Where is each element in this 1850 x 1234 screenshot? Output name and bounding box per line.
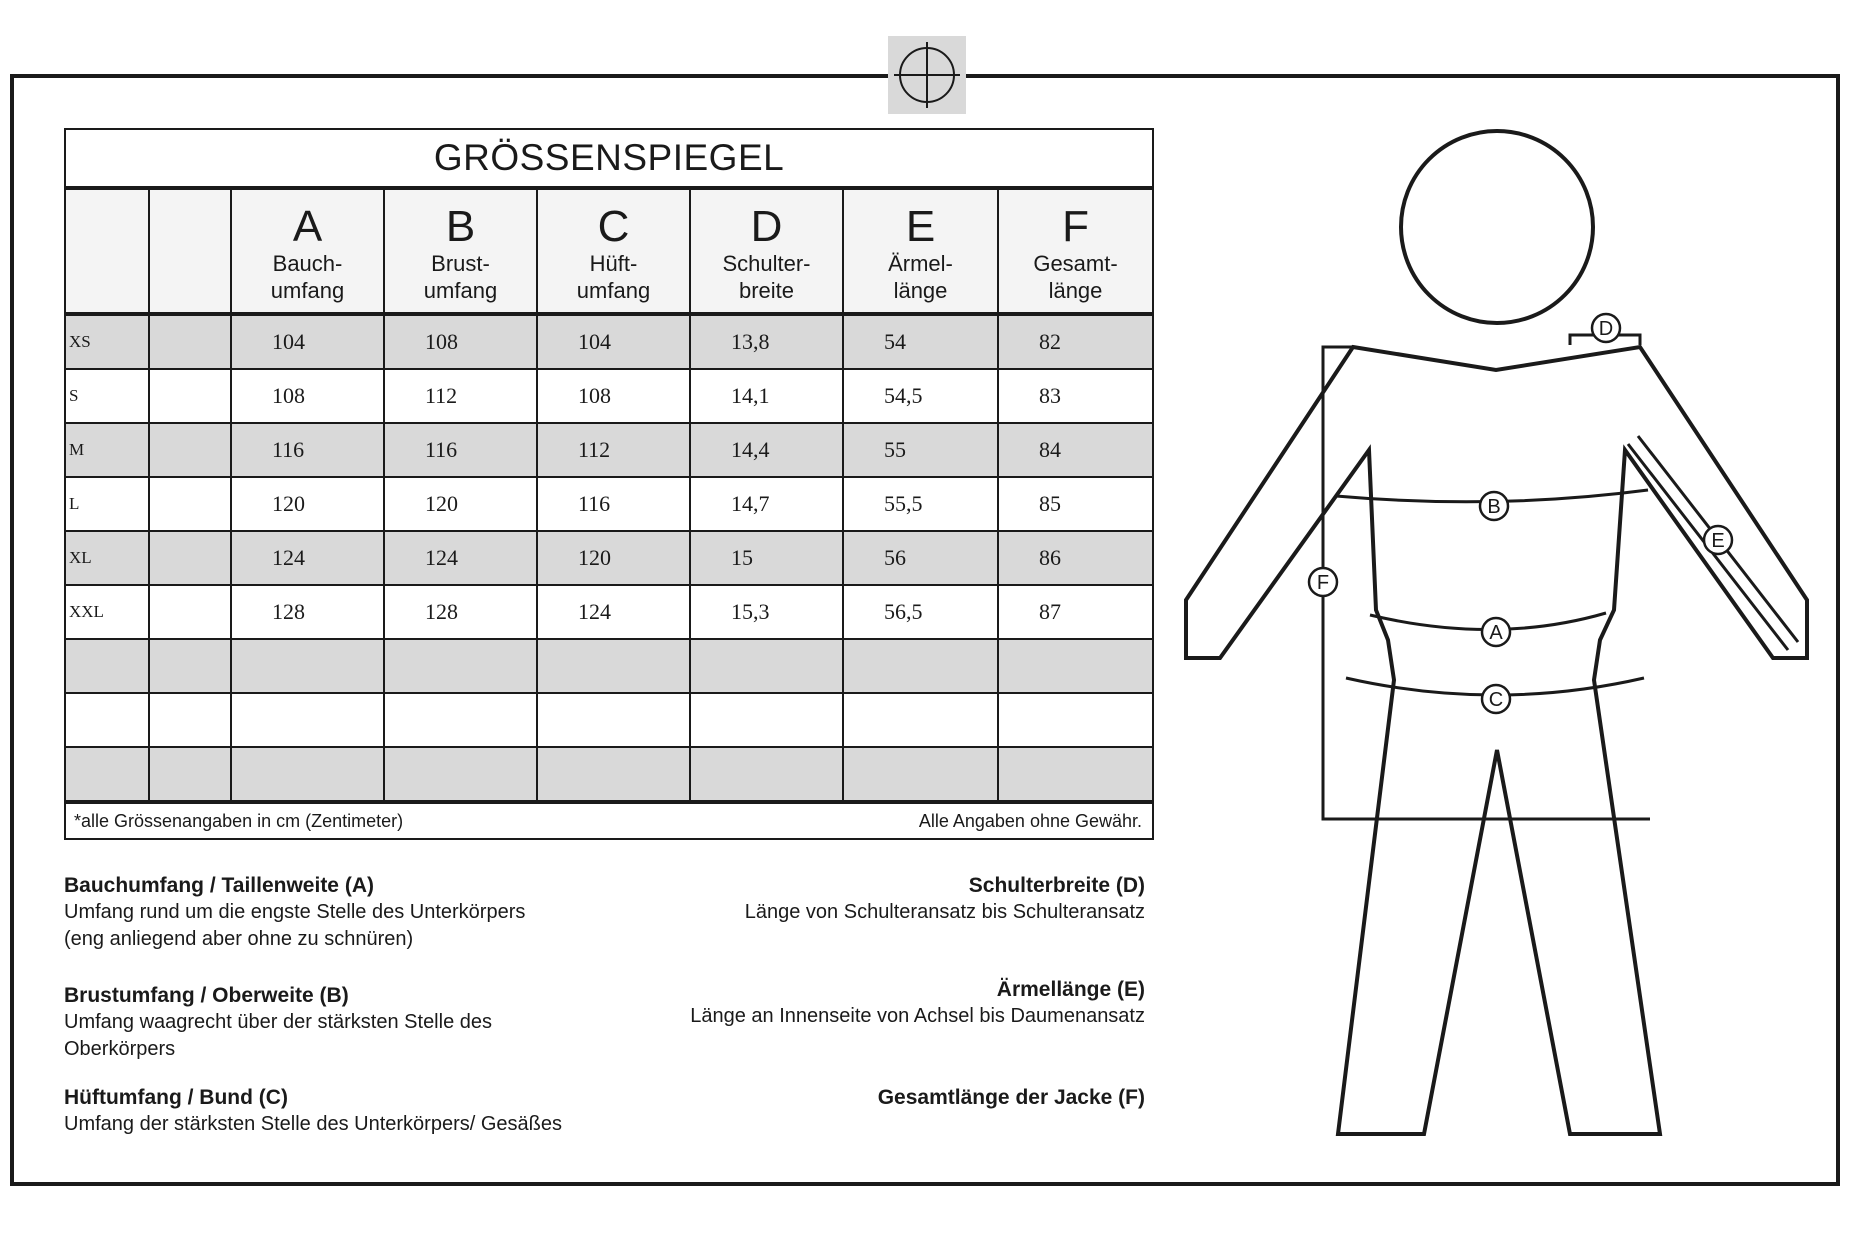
header-row <box>65 188 1153 314</box>
value-cell: 14,4 <box>690 423 843 477</box>
empty-cell <box>149 369 231 423</box>
registration-mark-icon <box>888 36 966 114</box>
value-cell: 54 <box>843 314 998 369</box>
definition-text: Umfang der stärksten Stelle des Unterkörpers/ Gesäßes <box>64 1113 562 1135</box>
value-cell: 55,5 <box>843 477 998 531</box>
empty-cell <box>149 477 231 531</box>
table-row <box>65 423 1153 477</box>
body-outline <box>1186 347 1807 1134</box>
table-title: GRÖSSENSPIEGEL <box>65 129 1153 188</box>
body-measurement-figure <box>1170 110 1820 1170</box>
value-cell: 56,5 <box>843 585 998 639</box>
definition-c <box>64 1084 624 1138</box>
size-cell: XL <box>65 531 149 585</box>
size-cell: L <box>65 477 149 531</box>
value-cell: 116 <box>384 423 537 477</box>
header-empty-cell <box>149 188 231 314</box>
definition-b <box>64 982 624 1063</box>
column-header-c: C Hüft- umfang <box>537 188 690 314</box>
figure-label-c: C <box>1488 689 1504 711</box>
value-cell: 108 <box>384 314 537 369</box>
definition-text: (eng anliegend aber ohne zu schnüren) <box>64 928 414 950</box>
value-cell: 128 <box>384 585 537 639</box>
size-cell: XXL <box>65 585 149 639</box>
column-header-e: E Ärmel- länge <box>843 188 998 314</box>
value-cell: 82 <box>998 314 1153 369</box>
value-cell: 13,8 <box>690 314 843 369</box>
definition-d <box>625 872 1145 926</box>
value-cell: 85 <box>998 477 1153 531</box>
empty-cell <box>149 314 231 369</box>
empty-table-row <box>65 639 1153 693</box>
value-cell: 124 <box>537 585 690 639</box>
figure-label-b: B <box>1487 496 1501 518</box>
definition-title: Schulterbreite (D) <box>968 874 1145 897</box>
value-cell: 84 <box>998 423 1153 477</box>
value-cell: 112 <box>384 369 537 423</box>
table-row <box>65 477 1153 531</box>
size-cell: S <box>65 369 149 423</box>
empty-table-row <box>65 747 1153 802</box>
definition-text: Länge von Schulteransatz bis Schulteransatz <box>744 901 1145 923</box>
empty-table-row <box>65 693 1153 747</box>
column-header-f: F Gesamt- länge <box>998 188 1153 314</box>
value-cell: 104 <box>231 314 384 369</box>
value-cell: 108 <box>537 369 690 423</box>
value-cell: 116 <box>231 423 384 477</box>
definition-text: Länge an Innenseite von Achsel bis Daumenansatz <box>690 1005 1145 1027</box>
value-cell: 120 <box>231 477 384 531</box>
definition-text: Umfang waagrecht über der stärksten Stelle des <box>64 1011 492 1033</box>
value-cell: 120 <box>537 531 690 585</box>
column-header-d: D Schulter- breite <box>690 188 843 314</box>
header-empty-cell <box>65 188 149 314</box>
size-cell: XS <box>65 314 149 369</box>
definition-a <box>64 872 624 953</box>
value-cell: 128 <box>231 585 384 639</box>
table-row <box>65 585 1153 639</box>
definition-text: Oberkörpers <box>64 1038 176 1060</box>
value-cell: 87 <box>998 585 1153 639</box>
figure-label-a: A <box>1489 622 1503 644</box>
value-cell: 56 <box>843 531 998 585</box>
head-outline <box>1401 131 1593 323</box>
definition-f <box>625 1084 1145 1111</box>
value-cell: 124 <box>384 531 537 585</box>
figure-label-d: D <box>1598 318 1614 340</box>
definition-e <box>625 976 1145 1030</box>
value-cell: 116 <box>537 477 690 531</box>
definition-title: Hüftumfang / Bund (C) <box>64 1086 288 1109</box>
value-cell: 15 <box>690 531 843 585</box>
value-cell: 104 <box>537 314 690 369</box>
column-header-a: A Bauch- umfang <box>231 188 384 314</box>
definition-title: Gesamtlänge der Jacke (F) <box>877 1086 1145 1109</box>
value-cell: 86 <box>998 531 1153 585</box>
empty-cell <box>149 423 231 477</box>
value-cell: 54,5 <box>843 369 998 423</box>
definition-text: Umfang rund um die engste Stelle des Unterkörpers <box>64 901 526 923</box>
value-cell: 14,1 <box>690 369 843 423</box>
value-cell: 108 <box>231 369 384 423</box>
value-cell: 120 <box>384 477 537 531</box>
value-cell: 112 <box>537 423 690 477</box>
value-cell: 124 <box>231 531 384 585</box>
table-row <box>65 531 1153 585</box>
figure-label-e: E <box>1711 530 1725 552</box>
table-footer <box>65 802 1153 839</box>
value-cell: 15,3 <box>690 585 843 639</box>
column-header-b: B Brust- umfang <box>384 188 537 314</box>
table-row <box>65 369 1153 423</box>
definition-title: Brustumfang / Oberweite (B) <box>64 984 349 1007</box>
jacket-length-bracket <box>1323 347 1650 819</box>
definition-title: Ärmellänge (E) <box>996 978 1145 1001</box>
footnote-units: *alle Grössenangaben in cm (Zentimeter) <box>74 810 404 831</box>
table-row <box>65 314 1153 369</box>
value-cell: 55 <box>843 423 998 477</box>
size-chart-table <box>64 128 1154 840</box>
footnote-disclaimer: Alle Angaben ohne Gewähr. <box>918 810 1143 831</box>
value-cell: 14,7 <box>690 477 843 531</box>
empty-cell <box>149 585 231 639</box>
figure-label-f: F <box>1316 572 1330 594</box>
definition-title: Bauchumfang / Taillenweite (A) <box>64 874 374 897</box>
value-cell: 83 <box>998 369 1153 423</box>
empty-cell <box>149 531 231 585</box>
size-cell: M <box>65 423 149 477</box>
